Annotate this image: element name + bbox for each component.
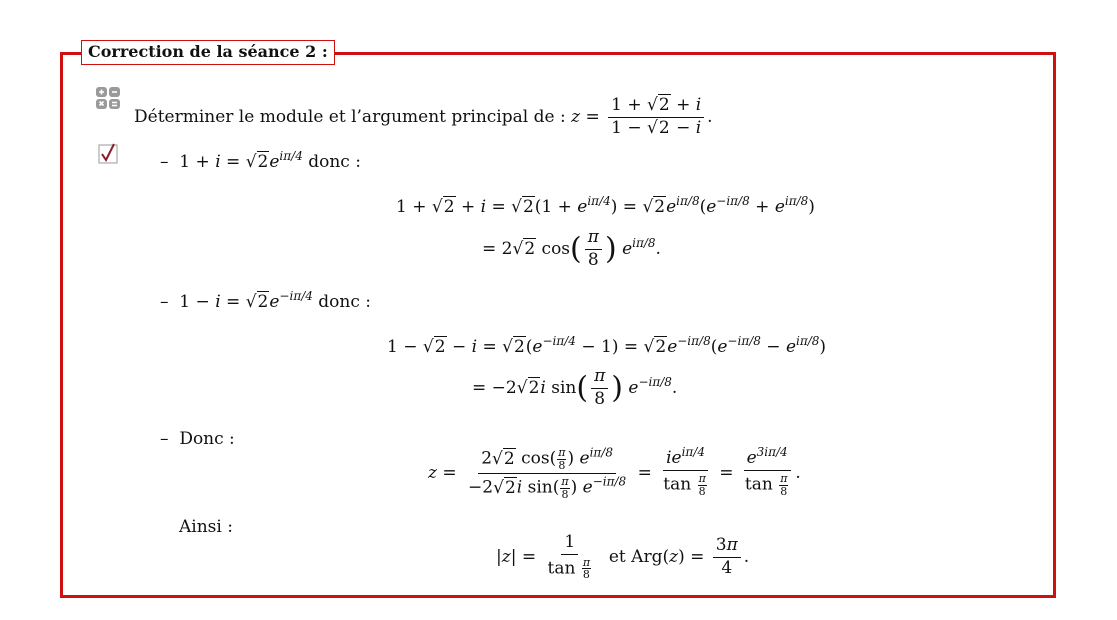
item-2-heading: – $1 - i = √2e^{-i\pi/4}$ donc : xyxy=(160,289,372,312)
item-1-heading: – $1 + i = √2e^{i\pi/4}$ donc : xyxy=(160,149,361,172)
statement-text: Déterminer le module et l’argument principal de : xyxy=(134,106,566,127)
statement: Déterminer le module et l’argument principal de : z = $\frac{1 + √2 + i}{1 - √2 - i}$ . xyxy=(134,95,713,138)
equation-final: |z| = 1 tan $\frac{\pi}{8}$ et Arg(z) = $\frac{3\pi}{4}$ . xyxy=(496,532,750,582)
statement-fraction: $\frac{1 + √2 + i}{1 - √2 - i}$ xyxy=(608,97,704,138)
equation-3: z = 2√2 cos( $\frac{\pi}{8}$ ) $e^{i\pi/8}$ −2√2i sin( $\frac{\pi}{8}$ ) $e^{-i\pi/8}$ = $ie^{i\pi/4}$ tan $\frac{\pi}{8}$ = $e^{3i\pi/4}$ tan $\frac{\pi}{8}$ . xyxy=(428,445,801,501)
item-3-heading: – Donc : xyxy=(160,429,235,449)
ainsi-label: Ainsi : xyxy=(179,517,233,537)
calculator-icon xyxy=(95,86,121,110)
equation-1b: = 2√2 cos( $\frac{\pi}{8}$ ) $e^{i\pi/8}$. xyxy=(482,227,661,270)
section-title: Correction de la séance 2 : xyxy=(81,40,335,65)
equation-1a: $1 + √2 + i = √2(1 + e^{i\pi/4}) = √2e^{i\pi/8}(e^{-i\pi/8} + e^{i\pi/8})$ xyxy=(396,194,815,217)
equation-2b: = −2√2i sin( $\frac{\pi}{8}$ ) $e^{-i\pi/8}$. xyxy=(472,366,678,409)
checkmark-icon xyxy=(98,142,120,164)
equation-2a: $1 - √2 - i = √2(e^{-i\pi/4} - 1) = √2e^{-i\pi/8}(e^{-i\pi/8} - e^{i\pi/8})$ xyxy=(387,334,827,357)
